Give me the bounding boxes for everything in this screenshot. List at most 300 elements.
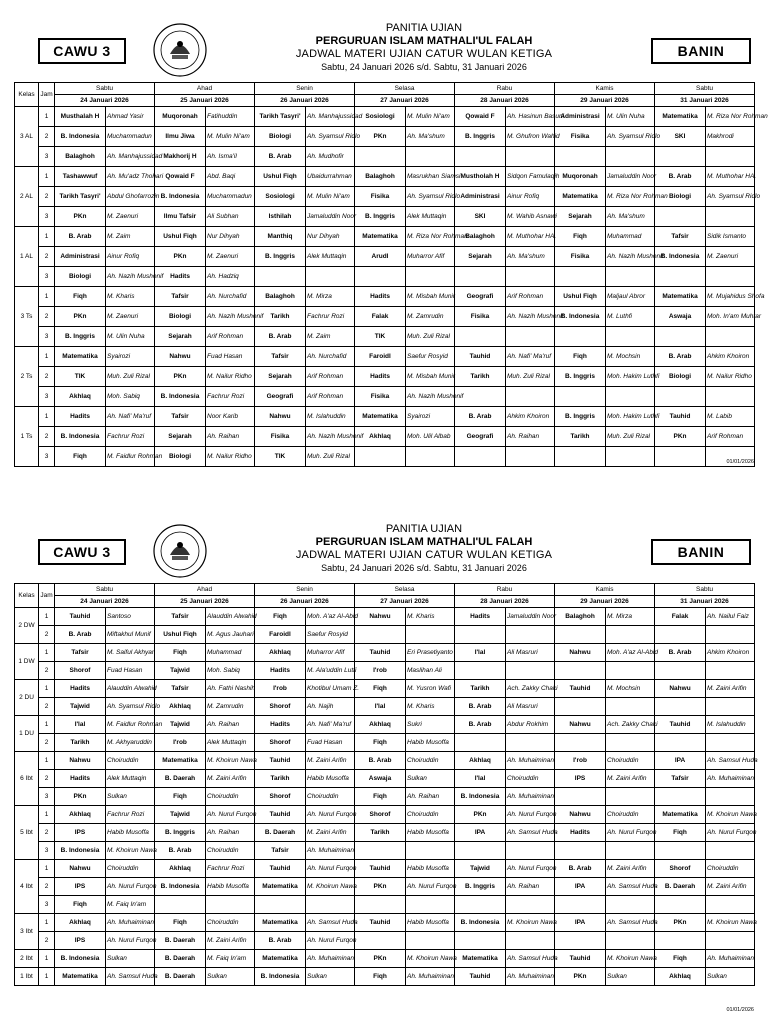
subject-cell: Shorof <box>655 860 706 878</box>
teacher-cell: M. Khoirun Nawa <box>706 914 755 932</box>
teacher-cell: M. Zaenuri <box>706 247 755 267</box>
subject-cell: Fisika <box>355 187 406 207</box>
kelas-cell: 1 DW <box>15 644 39 680</box>
jam-header: Jam <box>39 83 55 107</box>
subject-cell <box>155 896 206 914</box>
subject-cell: PKn <box>655 914 706 932</box>
jam-cell: 1 <box>39 914 55 932</box>
teacher-cell: Habib Musoffa <box>306 770 355 788</box>
subject-cell: B. Inggris <box>55 327 106 347</box>
cawu-badge: CAWU 3 <box>38 539 126 565</box>
day-header: Sabtu <box>655 83 755 95</box>
teacher-cell: Muh. Zuli Rizal <box>306 447 355 467</box>
subject-cell <box>655 896 706 914</box>
teacher-cell: M. Khoirun Nawa <box>406 950 455 968</box>
subject-cell <box>455 447 506 467</box>
subject-cell <box>355 447 406 467</box>
teacher-cell: Ah. Nurul Furqon <box>106 878 155 896</box>
teacher-cell: Ah. Nazih Mushonif <box>406 387 455 407</box>
teacher-cell: M. Nailur Ridho <box>206 367 255 387</box>
subject-cell: Fiqh <box>55 287 106 307</box>
subject-cell: Nahwu <box>55 860 106 878</box>
subject-cell: Qowaid F <box>155 167 206 187</box>
subject-cell: Tafsir <box>155 407 206 427</box>
teacher-cell <box>506 626 555 644</box>
subject-cell: Tauhid <box>655 716 706 734</box>
subject-cell: Tajwid <box>155 662 206 680</box>
teacher-cell <box>506 842 555 860</box>
teacher-cell: M. Zaini Arifin <box>206 932 255 950</box>
subject-cell: B. Inggris <box>155 824 206 842</box>
teacher-cell: M. Zaini Arifin <box>606 860 655 878</box>
table-row <box>15 227 755 247</box>
table-row <box>15 698 755 716</box>
teacher-cell: Ainur Rofiq <box>506 187 555 207</box>
subject-cell: Tauhid <box>555 680 606 698</box>
table-row <box>15 447 755 467</box>
subject-cell: Tarikh Tasyri' <box>255 107 306 127</box>
teacher-cell: Ah. Raihan <box>206 716 255 734</box>
subject-cell: Sejarah <box>155 427 206 447</box>
footer-date: 01/01/2026 <box>726 1007 754 1013</box>
subject-cell: Matematika <box>155 752 206 770</box>
teacher-cell: Fachrur Rozi <box>306 307 355 327</box>
teacher-cell: Choiruddin <box>706 860 755 878</box>
subject-cell: Shorof <box>255 698 306 716</box>
teacher-cell <box>606 896 655 914</box>
subject-cell: B. Arab <box>55 227 106 247</box>
subject-cell <box>555 662 606 680</box>
schedule-sheet-1 <box>14 22 768 465</box>
header-titles <box>214 523 634 575</box>
subject-cell: SKI <box>455 207 506 227</box>
subject-cell: Matematika <box>655 806 706 824</box>
subject-cell: Tauhid <box>255 806 306 824</box>
subject-cell: Ushul Fiqh <box>555 287 606 307</box>
kelas-cell: 2 Ts <box>15 347 39 407</box>
teacher-cell: Habib Musoffa <box>406 860 455 878</box>
subject-cell: Administrasi <box>555 107 606 127</box>
teacher-cell: Ah. Samsul Huda <box>106 968 155 986</box>
table-row <box>15 427 755 447</box>
teacher-cell <box>606 842 655 860</box>
subject-cell: Muqoronah <box>555 167 606 187</box>
subject-cell: Shorof <box>255 788 306 806</box>
teacher-cell: Ah. Muhaiminan <box>306 950 355 968</box>
subject-cell: Tauhid <box>455 347 506 367</box>
subject-cell: Tauhid <box>255 752 306 770</box>
teacher-cell <box>706 267 755 287</box>
teacher-cell: Ah. Samsul Huda <box>506 950 555 968</box>
date-header: 28 Januari 2026 <box>455 596 555 608</box>
subject-cell: PKn <box>355 127 406 147</box>
table-row <box>15 896 755 914</box>
jam-cell: 1 <box>39 107 55 127</box>
subject-cell: Falak <box>355 307 406 327</box>
subject-cell: PKn <box>155 247 206 267</box>
teacher-cell: Jamaluddin Noor <box>306 207 355 227</box>
subject-cell <box>355 267 406 287</box>
table-row <box>15 187 755 207</box>
table-row <box>15 608 755 626</box>
teacher-cell: Habib Musoffa <box>106 824 155 842</box>
teacher-cell: Ah. Syamsul Ridlo <box>406 187 455 207</box>
table-row <box>15 267 755 287</box>
teacher-cell <box>506 447 555 467</box>
subject-cell: Muqoronah <box>155 107 206 127</box>
subject-cell: B. Arab <box>655 644 706 662</box>
teacher-cell <box>606 734 655 752</box>
teacher-cell: Muharror Afif <box>406 247 455 267</box>
teacher-cell: Ah. Ma'shum <box>506 247 555 267</box>
jam-cell: 3 <box>39 267 55 287</box>
subject-cell: Biologi <box>155 307 206 327</box>
teacher-cell <box>606 662 655 680</box>
teacher-cell: M. Zaim <box>306 327 355 347</box>
teacher-cell: M. Misbah Munir <box>406 287 455 307</box>
day-header: Kamis <box>555 83 655 95</box>
subject-cell: Tauhid <box>355 644 406 662</box>
subject-cell: Tajwid <box>55 698 106 716</box>
subject-cell: Balaghoh <box>55 147 106 167</box>
subject-cell: B. Arab <box>655 167 706 187</box>
subject-cell: Matematika <box>455 950 506 968</box>
subject-cell: Fisika <box>555 127 606 147</box>
subject-cell: Hadits <box>155 267 206 287</box>
teacher-cell: Santoso <box>106 608 155 626</box>
jam-header: Jam <box>39 584 55 608</box>
subject-cell: Tarikh Tasyri' <box>55 187 106 207</box>
teacher-cell: Moh. Hakim Luthfi <box>606 407 655 427</box>
teacher-cell: Sulkan <box>206 968 255 986</box>
subject-cell: Fisika <box>455 307 506 327</box>
teacher-cell: Choiruddin <box>606 752 655 770</box>
subject-cell: B. Daerah <box>155 770 206 788</box>
teacher-cell: Ah. Najih <box>306 698 355 716</box>
teacher-cell: Ah. Samsul Huda <box>506 824 555 842</box>
subject-cell: Akhlaq <box>255 644 306 662</box>
subject-cell: Matematika <box>555 187 606 207</box>
schedule-period: Sabtu, 24 Januari 2026 s/d. Sabtu, 31 Januari 2026 <box>321 563 527 573</box>
teacher-cell: Ah. Nafi' Ma'ruf <box>506 347 555 367</box>
subject-cell: Biologi <box>55 267 106 287</box>
subject-cell: TIK <box>55 367 106 387</box>
date-header: 31 Januari 2026 <box>655 596 755 608</box>
day-header: Rabu <box>455 584 555 596</box>
teacher-cell: Ah. Syamsul Ridlo <box>606 127 655 147</box>
teacher-cell: Ahkim Khoiron <box>706 644 755 662</box>
teacher-cell: Fachrur Rozi <box>206 860 255 878</box>
kelas-cell: 3 AL <box>15 107 39 167</box>
teacher-cell: Jamaluddin Noor <box>506 608 555 626</box>
teacher-cell <box>706 734 755 752</box>
subject-cell: B. Arab <box>255 147 306 167</box>
teacher-cell <box>506 932 555 950</box>
teacher-cell: Habib Musoffa <box>406 824 455 842</box>
table-row <box>15 680 755 698</box>
teacher-cell: M. Zamrudin <box>206 698 255 716</box>
teacher-cell: Miftakhul Munif <box>106 626 155 644</box>
teacher-cell: Muchammadun <box>206 187 255 207</box>
subject-cell <box>555 896 606 914</box>
teacher-cell <box>606 626 655 644</box>
teacher-cell: Ah. Muhaiminan <box>706 950 755 968</box>
table-row <box>15 367 755 387</box>
subject-cell: Tafsir <box>155 287 206 307</box>
subject-cell: TIK <box>355 327 406 347</box>
subject-cell: Matematika <box>655 287 706 307</box>
teacher-cell: M. Kharis <box>406 608 455 626</box>
teacher-cell: M. Zaenuri <box>206 247 255 267</box>
subject-cell: Akhlaq <box>455 752 506 770</box>
subject-cell <box>655 626 706 644</box>
subject-cell: B. Indonesia <box>155 878 206 896</box>
subject-cell <box>455 932 506 950</box>
subject-cell: Tauhid <box>555 950 606 968</box>
teacher-cell <box>706 207 755 227</box>
teacher-cell: Ah. Nurul Furqon <box>306 860 355 878</box>
subject-cell: Hadits <box>255 716 306 734</box>
subject-cell: IPA <box>655 752 706 770</box>
teacher-cell: Ah. Muhaiminan <box>506 968 555 986</box>
subject-cell: Fiqh <box>655 950 706 968</box>
committee-title: PANITIA UJIAN <box>385 22 463 34</box>
teacher-cell: Ah. Samsul Huda <box>606 914 655 932</box>
subject-cell: B. Indonesia <box>55 842 106 860</box>
day-header: Rabu <box>455 83 555 95</box>
table-row <box>15 752 755 770</box>
teacher-cell: Ah. Nurul Furqon <box>106 932 155 950</box>
jam-cell: 2 <box>39 247 55 267</box>
subject-cell <box>255 267 306 287</box>
date-header: 29 Januari 2026 <box>555 596 655 608</box>
kelas-header: Kelas <box>15 83 39 107</box>
teacher-cell: Muh. Zuli Rizal <box>506 367 555 387</box>
subject-cell: TIK <box>255 447 306 467</box>
sheet-header <box>14 523 754 583</box>
subject-cell: Geografi <box>455 287 506 307</box>
teacher-cell: Ah. Syamsul Ridlo <box>106 698 155 716</box>
teacher-cell: Jamaluddin Noor <box>606 167 655 187</box>
teacher-cell: Ah. Ma'shum <box>406 127 455 147</box>
teacher-cell: Arif Rohman <box>306 387 355 407</box>
teacher-cell: Sukri <box>406 716 455 734</box>
subject-cell: Tafsir <box>655 227 706 247</box>
teacher-cell: Muh. Zuli Rizal <box>606 427 655 447</box>
subject-cell: Matematika <box>255 914 306 932</box>
teacher-cell <box>706 662 755 680</box>
subject-cell: Tarikh <box>55 734 106 752</box>
teacher-cell: Muh. Zuli Rizal <box>106 367 155 387</box>
teacher-cell: M. Zamrudin <box>406 307 455 327</box>
subject-cell: Biologi <box>155 447 206 467</box>
table-row <box>15 644 755 662</box>
subject-cell <box>355 626 406 644</box>
subject-cell: Ushul Fiqh <box>255 167 306 187</box>
subject-cell <box>555 734 606 752</box>
teacher-cell: M. Islahuddin <box>306 407 355 427</box>
subject-cell: Hadits <box>355 367 406 387</box>
teacher-cell <box>406 147 455 167</box>
subject-cell <box>655 932 706 950</box>
subject-cell: Aswaja <box>655 307 706 327</box>
subject-cell <box>455 842 506 860</box>
teacher-cell: Arif Rohman <box>206 327 255 347</box>
subject-cell: Geografi <box>455 427 506 447</box>
jam-cell: 2 <box>39 932 55 950</box>
teacher-cell: Ah. Hasinun Basuni <box>506 107 555 127</box>
teacher-cell: Moh. A'az Al-Abid <box>306 608 355 626</box>
table-row <box>15 167 755 187</box>
teacher-cell <box>506 327 555 347</box>
jam-cell: 3 <box>39 896 55 914</box>
subject-cell: B. Indonesia <box>55 950 106 968</box>
teacher-cell: Sulkan <box>406 770 455 788</box>
teacher-cell: Arif Rohman <box>506 287 555 307</box>
subject-cell: Akhlaq <box>155 860 206 878</box>
subject-cell: Hadits <box>55 407 106 427</box>
teacher-cell: Sidik Ismanto <box>706 227 755 247</box>
subject-cell: SKI <box>655 127 706 147</box>
subject-cell: Tajwid <box>155 716 206 734</box>
subject-cell: Balaghoh <box>555 608 606 626</box>
day-header: Sabtu <box>55 83 155 95</box>
subject-cell <box>455 896 506 914</box>
teacher-cell <box>506 734 555 752</box>
teacher-cell: Ah. Nurul Furqon <box>306 932 355 950</box>
teacher-cell: Abdur Rokhim <box>506 716 555 734</box>
day-header: Senin <box>255 83 355 95</box>
teacher-cell <box>306 267 355 287</box>
teacher-cell: Fuad Hasan <box>106 662 155 680</box>
table-row <box>15 824 755 842</box>
table-row <box>15 327 755 347</box>
subject-cell <box>355 932 406 950</box>
teacher-cell: M. Riza Nor Rohman <box>406 227 455 247</box>
teacher-cell: M. Luthfi <box>606 307 655 327</box>
teacher-cell: Ah. Nurul Furqon <box>306 806 355 824</box>
subject-cell: Tarikh <box>255 770 306 788</box>
schedule-title: JADWAL MATERI UJIAN CATUR WULAN KETIGA <box>295 549 553 561</box>
teacher-cell: Ah. Mudhofir <box>306 147 355 167</box>
subject-cell: Fisika <box>255 427 306 447</box>
subject-cell: B. Daerah <box>155 950 206 968</box>
subject-cell <box>655 147 706 167</box>
jam-cell: 2 <box>39 307 55 327</box>
teacher-cell: Ah. Raihan <box>506 427 555 447</box>
teacher-cell: M. Muthohar HA. <box>506 227 555 247</box>
subject-cell: Tauhid <box>355 914 406 932</box>
subject-cell: Tarikh <box>355 824 406 842</box>
kelas-cell: 6 Ibt <box>15 752 39 806</box>
teacher-cell: M. Ala'uddin Lutfi <box>306 662 355 680</box>
jam-cell: 1 <box>39 227 55 247</box>
subject-cell: B. Indonesia <box>155 387 206 407</box>
subject-cell: Biologi <box>255 127 306 147</box>
subject-cell: B. Arab <box>555 860 606 878</box>
jam-cell: 3 <box>39 327 55 347</box>
teacher-cell: M. Khoirun Nawa <box>306 878 355 896</box>
subject-cell: Hadits <box>55 680 106 698</box>
teacher-cell: M. Khoirun Nawa <box>506 914 555 932</box>
subject-cell: Matematika <box>55 968 106 986</box>
subject-cell: Nahwu <box>555 716 606 734</box>
subject-cell: Tarikh <box>455 367 506 387</box>
teacher-cell <box>706 896 755 914</box>
subject-cell: Fiqh <box>355 734 406 752</box>
kelas-cell: 1 DU <box>15 716 39 752</box>
subject-cell <box>455 147 506 167</box>
teacher-cell: Ali Masruri <box>506 698 555 716</box>
subject-cell <box>555 327 606 347</box>
day-header: Selasa <box>355 584 455 596</box>
table-row <box>15 806 755 824</box>
teacher-cell <box>306 896 355 914</box>
teacher-cell <box>606 327 655 347</box>
subject-cell <box>555 698 606 716</box>
subject-cell: PKn <box>355 878 406 896</box>
teacher-cell: Fuad Hasan <box>306 734 355 752</box>
teacher-cell: M. Mujahidus Shofa <box>706 287 755 307</box>
schedule-sheet-2 <box>14 523 758 1013</box>
jam-cell: 1 <box>39 287 55 307</box>
subject-cell: Hadits <box>455 608 506 626</box>
subject-cell: Matematika <box>355 227 406 247</box>
jam-cell: 2 <box>39 127 55 147</box>
jam-cell: 1 <box>39 806 55 824</box>
teacher-cell <box>606 788 655 806</box>
subject-cell: Matematika <box>255 878 306 896</box>
subject-cell: Akhlaq <box>155 698 206 716</box>
teacher-cell: M. Zaim <box>106 227 155 247</box>
kelas-cell: 2 DW <box>15 608 39 644</box>
subject-cell: Shorof <box>255 734 306 752</box>
table-row <box>15 716 755 734</box>
subject-cell: Balaghoh <box>355 167 406 187</box>
subject-cell: Biologi <box>655 187 706 207</box>
teacher-cell <box>706 327 755 347</box>
teacher-cell: Nur Dihyah <box>306 227 355 247</box>
teacher-cell: Alek Muttaqin <box>406 207 455 227</box>
subject-cell: Fiqh <box>155 644 206 662</box>
header-titles <box>214 22 634 74</box>
table-row <box>15 127 755 147</box>
teacher-cell: Ah. Raihan <box>506 878 555 896</box>
teacher-cell: Ah. Samsul Huda <box>306 914 355 932</box>
jam-cell: 3 <box>39 788 55 806</box>
school-logo-icon <box>152 22 208 78</box>
subject-cell: PKn <box>655 427 706 447</box>
teacher-cell: Syairozi <box>106 347 155 367</box>
teacher-cell: Saefur Rosyid <box>406 347 455 367</box>
subject-cell: Fiqh <box>555 347 606 367</box>
subject-cell: Fiqh <box>255 608 306 626</box>
teacher-cell: Choiruddin <box>106 752 155 770</box>
teacher-cell: Alek Muttaqin <box>206 734 255 752</box>
subject-cell: Nahwu <box>555 644 606 662</box>
subject-cell: Balaghoh <box>255 287 306 307</box>
subject-cell: Sejarah <box>555 207 606 227</box>
teacher-cell <box>406 932 455 950</box>
subject-cell: Tashawwuf <box>55 167 106 187</box>
table-row <box>15 878 755 896</box>
teacher-cell: Ah. Nazih Mushonif <box>206 307 255 327</box>
subject-cell: Tajwid <box>455 860 506 878</box>
date-header: 24 Januari 2026 <box>55 95 155 107</box>
day-header: Ahad <box>155 584 255 596</box>
teacher-cell: M. Zaini Arifin <box>306 824 355 842</box>
schedule-period: Sabtu, 24 Januari 2026 s/d. Sabtu, 31 Januari 2026 <box>321 62 527 72</box>
